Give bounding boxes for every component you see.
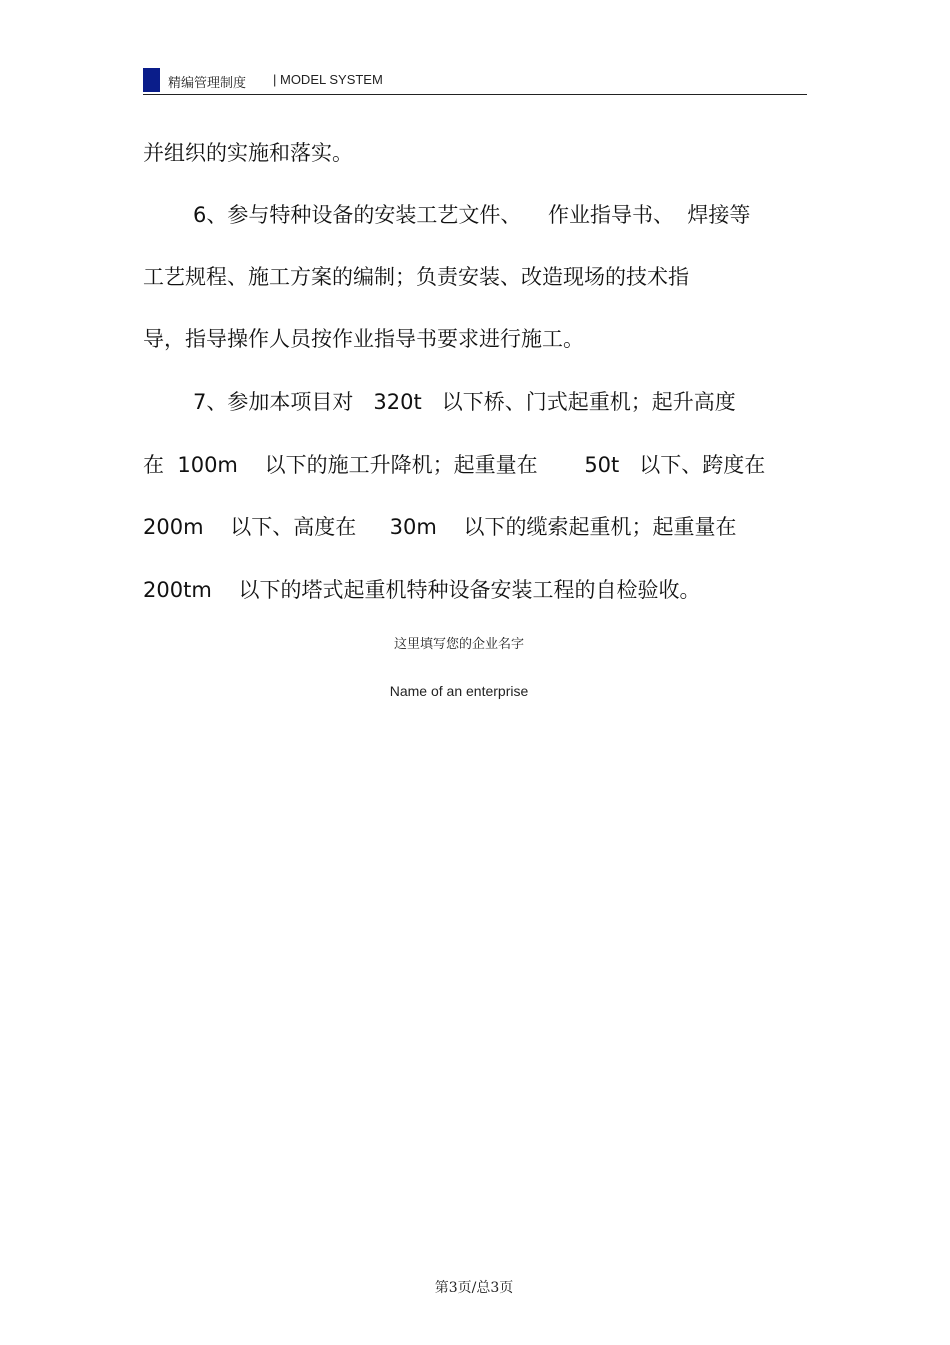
page-indicator: 第3页/总3页 (434, 1280, 514, 1296)
body-line: 200m 以下、高度在 30m 以下的缆索起重机；起重量在 (143, 515, 737, 539)
page-header (143, 66, 807, 95)
body-line: 200tm 以下的塔式起重机特种设备安装工程的自检验收。 (143, 578, 701, 602)
company-name-en: Name of an enterprise (389, 683, 529, 699)
body-line: 工艺规程、施工方案的编制；负责安装、改造现场的技术指 (143, 265, 689, 289)
header-subtitle: | MODEL SYSTEM (273, 72, 383, 87)
header-title: 精编管理制度 (168, 76, 247, 91)
body-line: 并组织的实施和落实。 (143, 141, 353, 165)
body-line: 7、参加本项目对 320t 以下桥、门式起重机；起升高度 (193, 390, 736, 414)
company-name-cn: 这里填写您的企业名字 (393, 637, 524, 652)
body-line: 导，指导操作人员按作业指导书要求进行施工。 (143, 327, 584, 351)
body-line: 在 100m 以下的施工升降机；起重量在 50t 以下、跨度在 (143, 453, 766, 477)
logo-icon (143, 68, 160, 92)
body-line: 6、参与特种设备的安装工艺文件、 作业指导书、 焊接等 (193, 203, 751, 227)
